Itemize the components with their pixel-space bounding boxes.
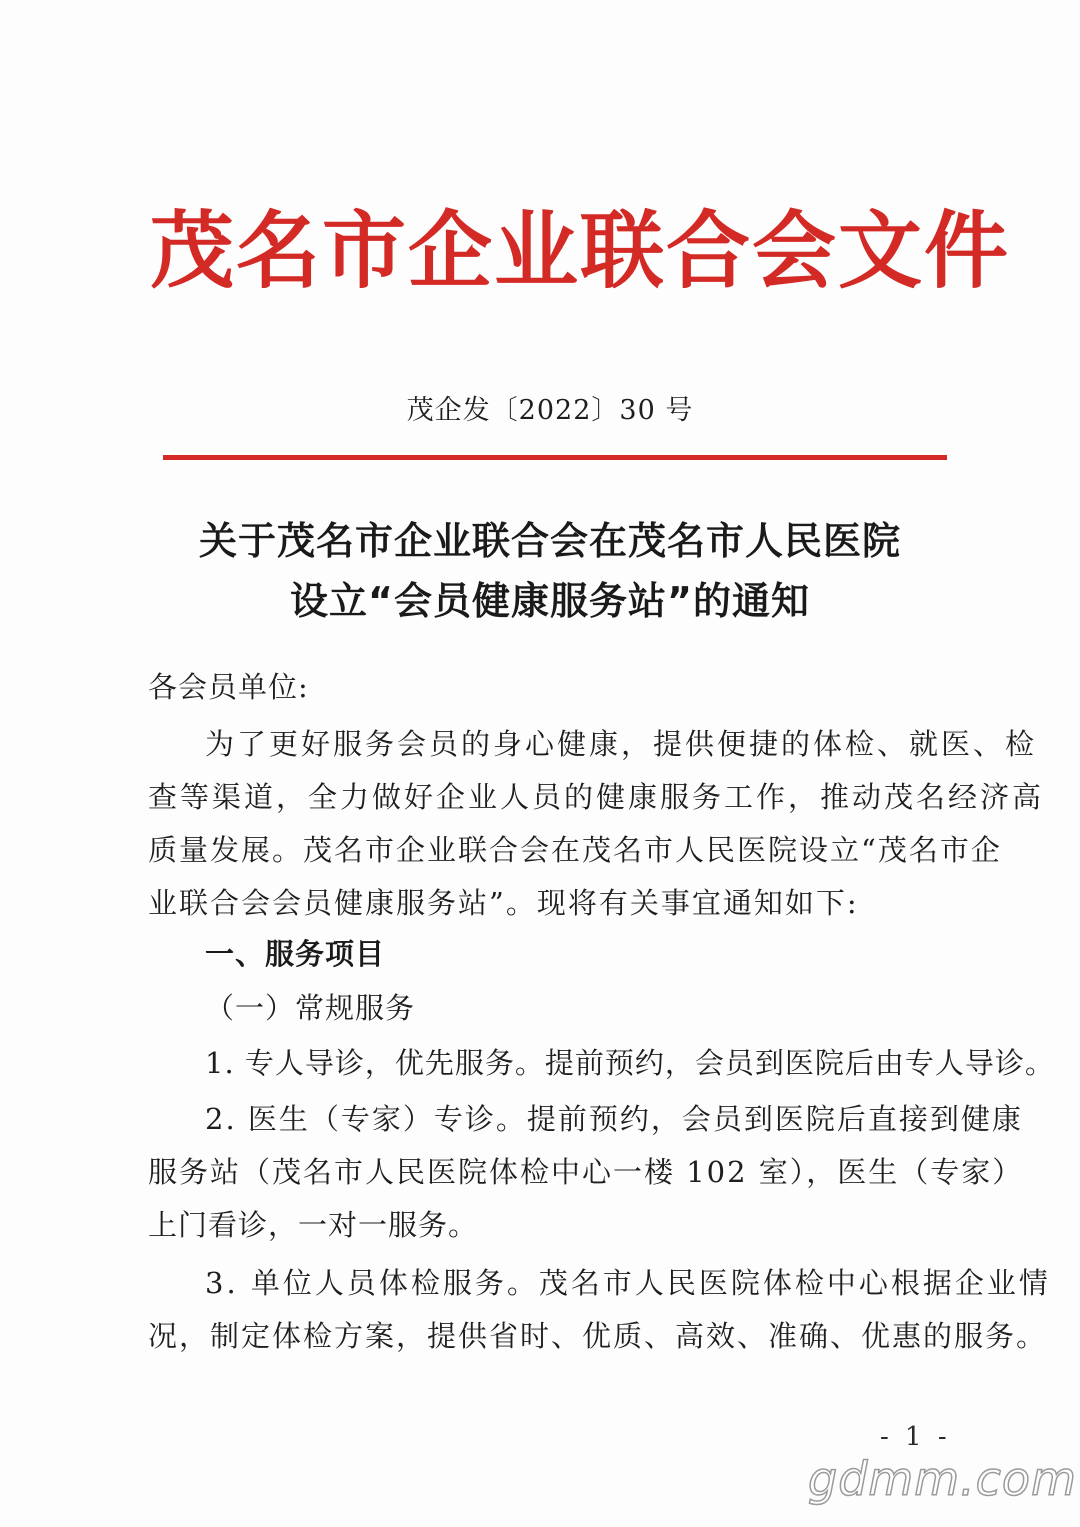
service-item-1: 1. 专人导诊，优先服务。提前预约，会员到医院后由专人导诊。 xyxy=(205,1046,1055,1080)
service-item-3-line: 3. 单位人员体检服务。茂名市人民医院体检中心根据企业情 xyxy=(205,1266,1051,1300)
masthead-title: 茂名市企业联合会文件 xyxy=(150,201,1011,300)
intro-paragraph-line: 查等渠道，全力做好企业人员的健康服务工作，推动茂名经济高 xyxy=(148,780,1045,814)
notice-title-line-2: 设立“会员健康服务站”的通知 xyxy=(290,579,810,623)
service-item-2-line: 服务站（茂名市人民医院体检中心一楼 102 室），医生（专家） xyxy=(148,1155,1024,1189)
red-divider-line xyxy=(163,455,947,460)
salutation: 各会员单位: xyxy=(148,670,309,704)
service-item-2-line: 上门看诊，一对一服务。 xyxy=(148,1208,479,1242)
document-number: 茂企发〔2022〕30 号 xyxy=(406,395,694,426)
service-item-3-line: 况，制定体检方案，提供省时、优质、高效、准确、优惠的服务。 xyxy=(148,1319,1048,1353)
page-number: - 1 - xyxy=(880,1422,951,1452)
subsection-heading-regular-services: （一）常规服务 xyxy=(205,991,416,1025)
notice-title-line-1: 关于茂名市企业联合会在茂名市人民医院 xyxy=(198,519,901,563)
section-heading-services: 一、服务项目 xyxy=(205,937,386,971)
intro-paragraph-line: 业联合会会员健康服务站”。现将有关事宜通知如下: xyxy=(148,886,859,920)
watermark-logo: gdmm.com xyxy=(808,1452,1077,1506)
intro-paragraph-line: 为了更好服务会员的身心健康，提供便捷的体检、就医、检 xyxy=(205,727,1038,761)
service-item-2-line: 2. 医生（专家）专诊。提前预约，会员到医院后直接到健康 xyxy=(205,1102,1023,1136)
intro-paragraph-line: 质量发展。茂名市企业联合会在茂名市人民医院设立“茂名市企 xyxy=(148,833,1002,867)
